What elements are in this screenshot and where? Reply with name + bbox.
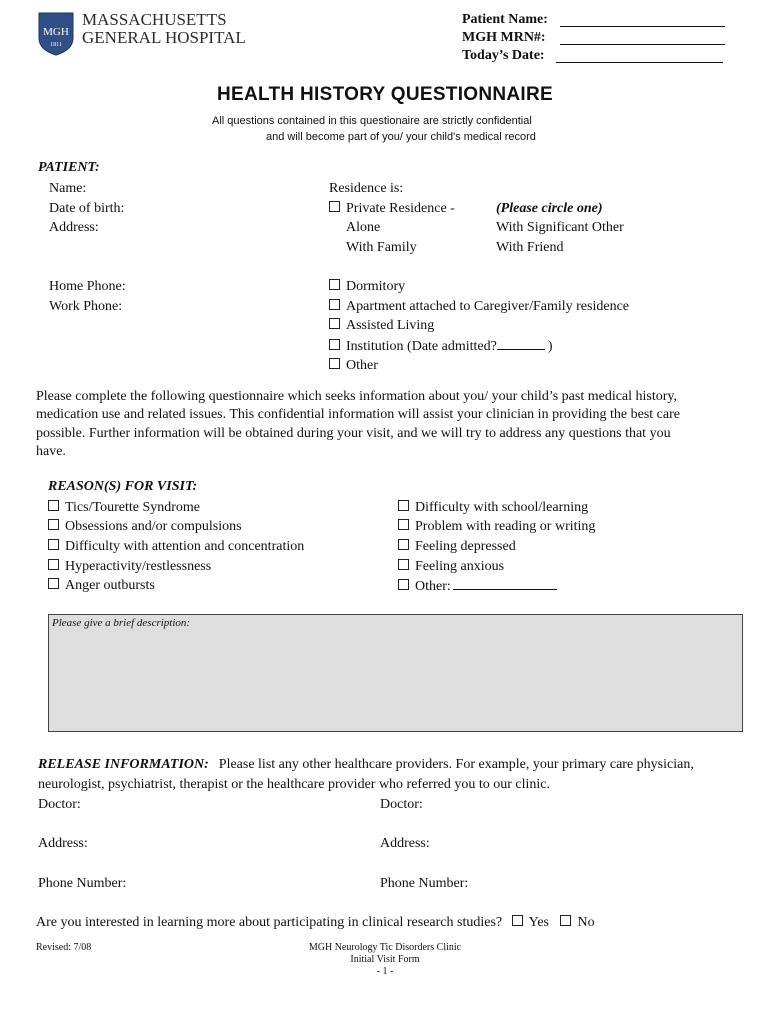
- instructions-line4: have.: [36, 444, 66, 459]
- checkbox[interactable]: [398, 579, 409, 590]
- residence-institution-option[interactable]: [329, 337, 553, 356]
- confidential-line2: and will become part of you/ your child's medical record: [266, 131, 536, 143]
- logo-year: 1811: [50, 42, 62, 48]
- reason-hyperactivity[interactable]: [48, 558, 211, 576]
- checkbox[interactable]: [329, 201, 340, 212]
- research-yes-option[interactable]: [512, 915, 549, 930]
- doctor2-label: Doctor:: [380, 797, 423, 812]
- description-textarea[interactable]: [48, 614, 743, 732]
- checkbox[interactable]: [398, 559, 409, 570]
- checkbox[interactable]: [512, 915, 523, 926]
- confidential-line1: All questions contained in this questionaire are strictly confidential: [212, 115, 532, 127]
- doctor1-label: Doctor:: [38, 797, 81, 812]
- checkbox[interactable]: [329, 299, 340, 310]
- todays-date-field[interactable]: [556, 50, 723, 63]
- dormitory-label: Dormitory: [346, 279, 406, 294]
- apartment-label: Apartment attached to Caregiver/Family residence: [346, 299, 630, 314]
- revised-note: Revised: 7/08: [36, 942, 92, 953]
- mrn-label: MGH MRN#:: [462, 30, 546, 45]
- reason-anxious[interactable]: [398, 558, 504, 576]
- reason-other[interactable]: [398, 577, 557, 596]
- institution-close-paren: ): [547, 339, 553, 354]
- checkbox[interactable]: [329, 339, 340, 350]
- address1-label: Address:: [38, 836, 88, 851]
- private-residence-label: Private Residence -: [346, 201, 455, 216]
- page-number: - 1 -: [376, 966, 394, 977]
- reason-label: Hyperactivity/restlessness: [65, 559, 212, 574]
- phone2-label: Phone Number:: [380, 876, 469, 891]
- instructions-line1: Please complete the following questionnaire which seeks information about you/ your child’s past medical history,: [36, 389, 678, 404]
- residence-label: Residence is:: [329, 181, 404, 196]
- checkbox[interactable]: [48, 500, 59, 511]
- checkbox[interactable]: [329, 318, 340, 329]
- reason-obsessions[interactable]: [48, 518, 242, 536]
- reason-other-field[interactable]: [453, 577, 557, 590]
- reason-label: Tics/Tourette Syndrome: [65, 500, 200, 515]
- address-label: Address:: [49, 220, 99, 235]
- reason-label: Problem with reading or writing: [415, 519, 596, 534]
- logo-text: MGH: [43, 26, 69, 38]
- residence-apartment-option[interactable]: [329, 298, 629, 316]
- other-label: Other: [346, 358, 378, 373]
- patient-heading: PATIENT:: [38, 160, 100, 175]
- reason-label: Obsessions and/or compulsions: [65, 519, 242, 534]
- yes-label: Yes: [528, 915, 549, 930]
- reason-attention[interactable]: [48, 538, 304, 556]
- reason-tics[interactable]: [48, 499, 200, 517]
- please-circle-note: (Please circle one): [496, 201, 603, 216]
- no-label: No: [577, 915, 595, 930]
- reason-label: Difficulty with school/learning: [415, 500, 589, 515]
- release-text1: Please list any other healthcare providers. For example, your primary care physician,: [218, 757, 694, 772]
- release-line1: [38, 756, 694, 774]
- residence-other-option[interactable]: [329, 357, 378, 375]
- checkbox[interactable]: [329, 279, 340, 290]
- checkbox[interactable]: [398, 519, 409, 530]
- reason-label: Feeling anxious: [415, 559, 505, 574]
- release-line2: neurologist, psychiatrist, therapist or the healthcare provider who referred you to our clinic.: [38, 777, 550, 792]
- reason-label: Other:: [415, 579, 451, 594]
- reason-label: Feeling depressed: [415, 539, 516, 554]
- home-phone-label: Home Phone:: [49, 279, 126, 294]
- residence-dormitory-option[interactable]: [329, 278, 405, 296]
- checkbox[interactable]: [48, 539, 59, 550]
- residence-private-option[interactable]: [329, 200, 455, 218]
- release-heading: RELEASE INFORMATION:: [38, 757, 209, 772]
- description-placeholder: Please give a brief description:: [52, 617, 191, 629]
- patient-name-field[interactable]: [560, 14, 725, 27]
- research-question: Are you interested in learning more about participating in clinical research studies?: [36, 915, 503, 930]
- reasons-heading: REASON(S) FOR VISIT:: [48, 479, 198, 494]
- research-question-row: [36, 914, 595, 932]
- checkbox[interactable]: [48, 578, 59, 589]
- reason-school[interactable]: [398, 499, 588, 517]
- with-significant-other-option[interactable]: With Significant Other: [496, 220, 624, 235]
- address2-label: Address:: [380, 836, 430, 851]
- checkbox[interactable]: [329, 358, 340, 369]
- alone-option[interactable]: Alone: [346, 220, 381, 235]
- research-no-option[interactable]: [560, 915, 594, 930]
- residence-assisted-living-option[interactable]: [329, 317, 434, 335]
- reason-reading[interactable]: [398, 518, 595, 536]
- work-phone-label: Work Phone:: [49, 299, 123, 314]
- checkbox[interactable]: [398, 539, 409, 550]
- checkbox[interactable]: [398, 500, 409, 511]
- mgh-shield-logo: [38, 12, 74, 56]
- page-title: HEALTH HISTORY QUESTIONNAIRE: [216, 84, 553, 105]
- name-label: Name:: [49, 181, 87, 196]
- checkbox[interactable]: [48, 559, 59, 570]
- org-name-line2: GENERAL HOSPITAL: [82, 28, 246, 47]
- with-family-option[interactable]: With Family: [346, 240, 417, 255]
- instructions-line2: medication use and related issues. This confidential information will assist your clinician in providing the best care: [36, 407, 680, 422]
- reason-depressed[interactable]: [398, 538, 516, 556]
- footer-clinic: MGH Neurology Tic Disorders Clinic: [308, 942, 462, 953]
- checkbox[interactable]: [560, 915, 571, 926]
- date-admitted-field[interactable]: [497, 337, 545, 350]
- org-name-line1: MASSACHUSETTS: [82, 10, 227, 29]
- checkbox[interactable]: [48, 519, 59, 530]
- todays-date-label: Today’s Date:: [462, 48, 545, 63]
- reason-label: Anger outbursts: [65, 578, 155, 593]
- with-friend-option[interactable]: With Friend: [496, 240, 564, 255]
- footer-form: Initial Visit Form: [350, 954, 420, 965]
- patient-name-label: Patient Name:: [462, 12, 548, 27]
- institution-label: Institution (Date admitted?: [346, 339, 497, 354]
- reason-anger[interactable]: [48, 577, 155, 595]
- reason-label: Difficulty with attention and concentration: [65, 539, 305, 554]
- mrn-field[interactable]: [560, 32, 725, 45]
- dob-label: Date of birth:: [49, 201, 125, 216]
- instructions-line3: possible. Further information will be obtained during your visit, and we will try to address any questions that you: [36, 426, 671, 441]
- assisted-living-label: Assisted Living: [346, 318, 435, 333]
- phone1-label: Phone Number:: [38, 876, 127, 891]
